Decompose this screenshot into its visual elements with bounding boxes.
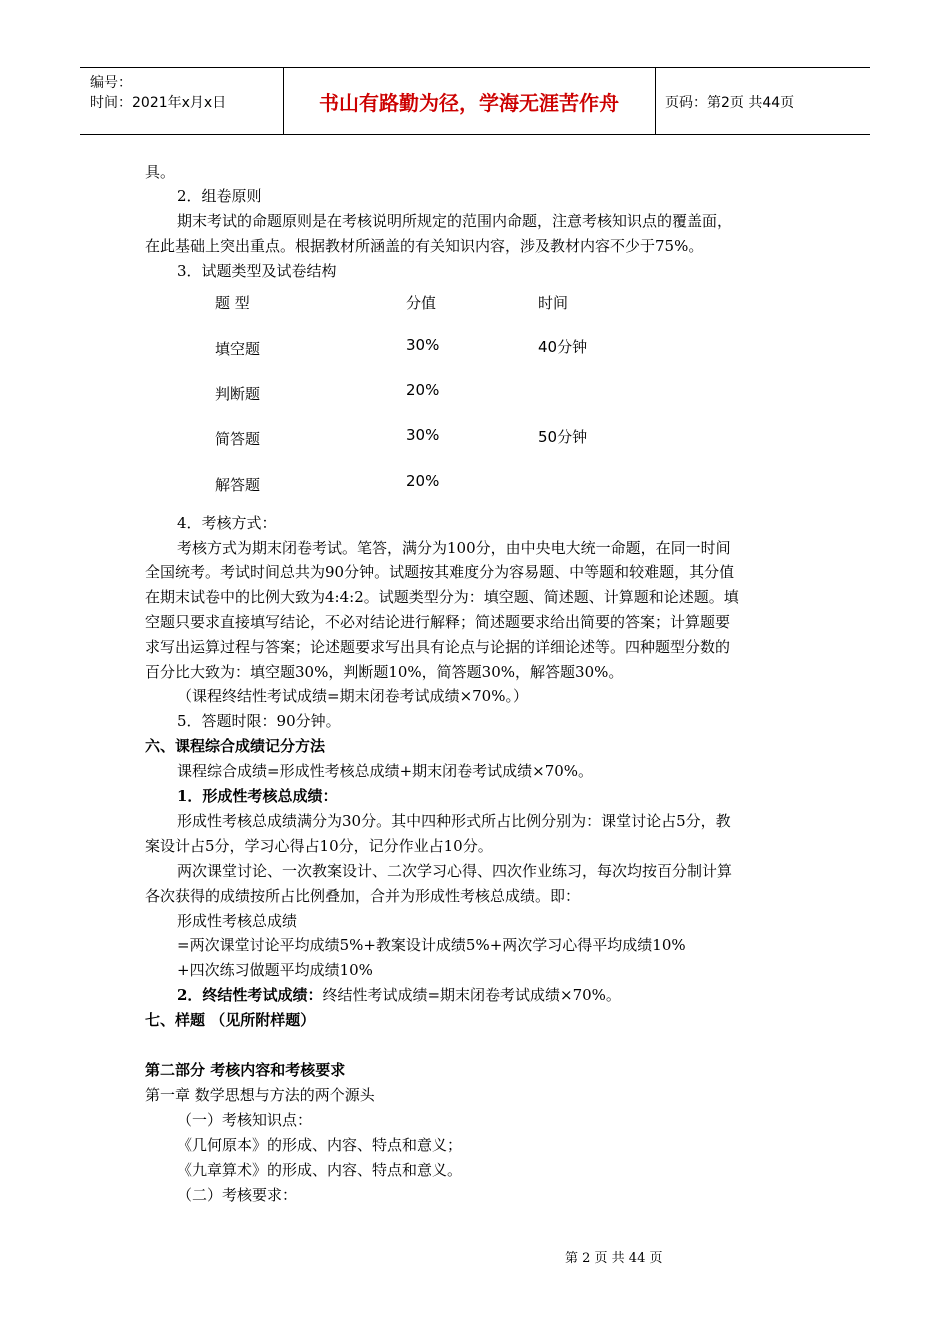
table-cell-type: 判断题 (215, 385, 261, 403)
text-line: 案设计占5分，学习心得占10分，记分作业占10分。 (145, 837, 493, 855)
text-line: 3．试题类型及试卷结构 (177, 262, 337, 280)
table-cell-type: 简答题 (215, 430, 261, 448)
part-heading: 第二部分 考核内容和考核要求 (145, 1061, 346, 1079)
text-line (177, 985, 621, 1005)
section-heading: 六、课程综合成绩记分方法 (145, 737, 326, 755)
text-span: 终结性考试成绩=期末闭卷考试成绩×70%。 (322, 986, 621, 1004)
text-line: 两次课堂讨论、一次教案设计、二次学习心得、四次作业练习，每次均按百分制计算 (177, 862, 733, 880)
text-line: 4．考核方式： (177, 514, 277, 532)
table-cell-score: 30% (406, 336, 440, 354)
text-line: +四次练习做题平均成绩10% (177, 961, 373, 979)
subsection-heading: 1．形成性考核总成绩： (177, 787, 338, 805)
text-line: 形成性考核总成绩满分为30分。其中四种形式所占比例分别为：课堂讨论占5分，教 (177, 812, 731, 830)
text-line: 具。 (145, 163, 176, 181)
time-label: 时间：2021年x月x日 (90, 95, 227, 111)
table-cell-score: 20% (406, 381, 440, 399)
section-heading: 七、样题 （见所附样题） (145, 1011, 316, 1029)
text-line: 百分比大致为：填空题30%，判断题10%，简答题30%，解答题30%。 (145, 663, 624, 681)
number-label: 编号： (90, 75, 132, 91)
text-line: 期末考试的命题原则是在考核说明所规定的范围内命题，注意考核知识点的覆盖面， (177, 212, 733, 230)
text-line: 空题只要求直接填写结论，不必对结论进行解释；简述题要求给出简要的答案；计算题要 (145, 613, 731, 631)
text-line: 形成性考核总成绩 (177, 912, 298, 930)
page-footer: 第 2 页 共 44 页 (565, 1251, 663, 1266)
text-line: 《九章算术》的形成、内容、特点和意义。 (177, 1161, 463, 1179)
table-header-type: 题 型 (215, 294, 250, 312)
table-cell-score: 20% (406, 472, 440, 490)
table-cell-type: 填空题 (215, 340, 261, 358)
table-cell-type: 解答题 (215, 476, 261, 494)
text-line: 全国统考。考试时间总共为90分钟。试题按其难度分为容易题、中等题和较难题，其分值 (145, 563, 735, 581)
subsection-heading: 2．终结性考试成绩： (177, 986, 323, 1004)
header-meta (80, 68, 284, 134)
text-line: 各次获得的成绩按所占比例叠加，合并为形成性考核总成绩。即： (145, 887, 581, 905)
text-line: 课程综合成绩=形成性考核总成绩+期末闭卷考试成绩×70%。 (177, 762, 594, 780)
text-line: （二）考核要求： (177, 1186, 298, 1204)
table-header-time: 时间 (538, 294, 569, 312)
page-header (80, 67, 870, 135)
text-line: 在此基础上突出重点。根据教材所涵盖的有关知识内容，涉及教材内容不少于75%。 (145, 237, 704, 255)
text-line: （一）考核知识点： (177, 1111, 313, 1129)
chapter-heading: 第一章 数学思想与方法的两个源头 (145, 1086, 375, 1104)
table-cell-score: 30% (406, 426, 440, 444)
text-line: 求写出运算过程与答案；论述题要求写出具有论点与论据的详细论述等。四种题型分数的 (145, 638, 731, 656)
text-line: 在期末试卷中的比例大致为4:4:2。试题类型分为：填空题、简述题、计算题和论述题。填 (145, 588, 739, 606)
text-line: 2．组卷原则 (177, 187, 262, 205)
text-line: 5．答题时限：90分钟。 (177, 712, 341, 730)
text-line: 《几何原本》的形成、内容、特点和意义； (177, 1136, 463, 1154)
text-line: =两次课堂讨论平均成绩5%+教案设计成绩5%+两次学习心得平均成绩10% (177, 936, 686, 954)
table-cell-time: 40分钟 (538, 338, 588, 356)
text-line: 考核方式为期末闭卷考试。笔答，满分为100分，由中央电大统一命题，在同一时间 (177, 539, 731, 557)
page-info: 页码：第2页 共44页 (665, 95, 795, 111)
table-header-score: 分值 (406, 294, 437, 312)
text-line: （课程终结性考试成绩=期末闭卷考试成绩×70%。） (177, 687, 528, 705)
table-cell-time: 50分钟 (538, 428, 588, 446)
header-motto: 书山有路勤为径，学海无涯苦作舟 (283, 68, 656, 134)
